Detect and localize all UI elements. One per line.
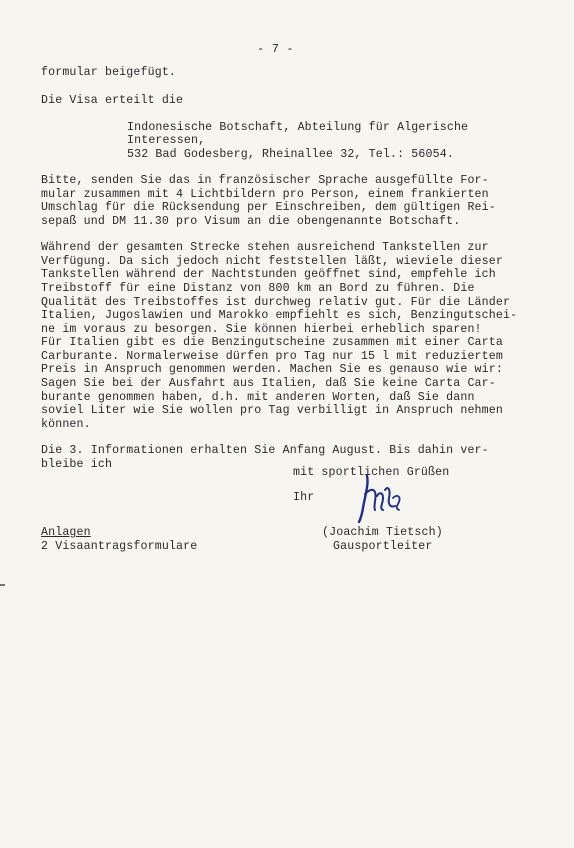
body-line: Bitte, senden Sie das in französischer Sprache ausgefüllte For-: [41, 174, 489, 187]
body-line: Tankstellen während der Nachtstunden geöffnet sind, empfehle ich: [41, 268, 496, 281]
anlagen-item: 2 Visaantragsformulare: [41, 540, 198, 553]
body-line: Sagen Sie bei der Ausfahrt aus Italien, daß Sie keine Carta Car-: [41, 377, 496, 390]
punch-mark: [0, 584, 5, 586]
body-line: Während der gesamten Strecke stehen ausreichend Tankstellen zur: [41, 241, 489, 254]
anlagen-heading: Anlagen: [41, 526, 91, 539]
address-line: 532 Bad Godesberg, Rheinallee 32, Tel.: 56054.: [127, 148, 454, 161]
body-line: sepaß und DM 11.30 pro Visum an die obengenannte Botschaft.: [41, 215, 461, 228]
body-line: bleibe ich: [41, 458, 113, 471]
body-line: formular beigefügt.: [41, 66, 177, 79]
handwritten-signature: [355, 470, 415, 526]
body-line: Die Visa erteilt die: [41, 94, 184, 107]
body-line: Verfügung. Da sich jedoch nicht feststellen läßt, wieviele dieser: [41, 255, 503, 268]
body-line: Die 3. Informationen erhalten Sie Anfang August. Bis dahin ver-: [41, 444, 489, 457]
body-line: Carburante. Normalerweise dürfen pro Tag nur 15 l mit reduziertem: [41, 350, 503, 363]
body-line: können.: [41, 418, 91, 431]
body-line: mular zusammen mit 4 Lichtbildern pro Person, einem frankierten: [41, 188, 489, 201]
closing-ihr: Ihr: [293, 491, 315, 504]
address-line: Indonesische Botschaft, Abteilung für Algerische: [127, 121, 469, 134]
body-line: soviel Liter wie Sie wollen pro Tag verbilligt in Anspruch nehmen: [41, 404, 503, 417]
signer-title: Gausportleiter: [333, 540, 433, 553]
page-number: - 7 -: [257, 42, 294, 56]
address-line: Interessen,: [127, 134, 206, 147]
body-line: Für Italien gibt es die Benzingutscheine zusammen mit einer Carta: [41, 336, 503, 349]
body-line: burante genommen haben, d.h. mit anderen Worten, daß Sie dann: [41, 391, 475, 404]
body-line: ne im voraus zu besorgen. Sie können hierbei erheblich sparen!: [41, 323, 482, 336]
body-line: Preis in Anspruch genommen werden. Machen Sie es genauso wie wir:: [41, 363, 503, 376]
body-line: Italien, Jugoslawien und Marokko empfiehlt es sich, Benzingutschei-: [41, 309, 518, 322]
body-line: Umschlag für die Rücksendung per Einschreiben, dem gültigen Rei-: [41, 201, 496, 214]
body-line: Qualität des Treibstoffes ist durchweg relativ gut. Für die Länder: [41, 296, 511, 309]
signer-name: (Joachim Tietsch): [322, 526, 443, 539]
body-line: Treibstoff für eine Distanz von 800 km an Bord zu führen. Die: [41, 282, 475, 295]
closing-greeting: mit sportlichen Grüßen: [293, 466, 450, 479]
